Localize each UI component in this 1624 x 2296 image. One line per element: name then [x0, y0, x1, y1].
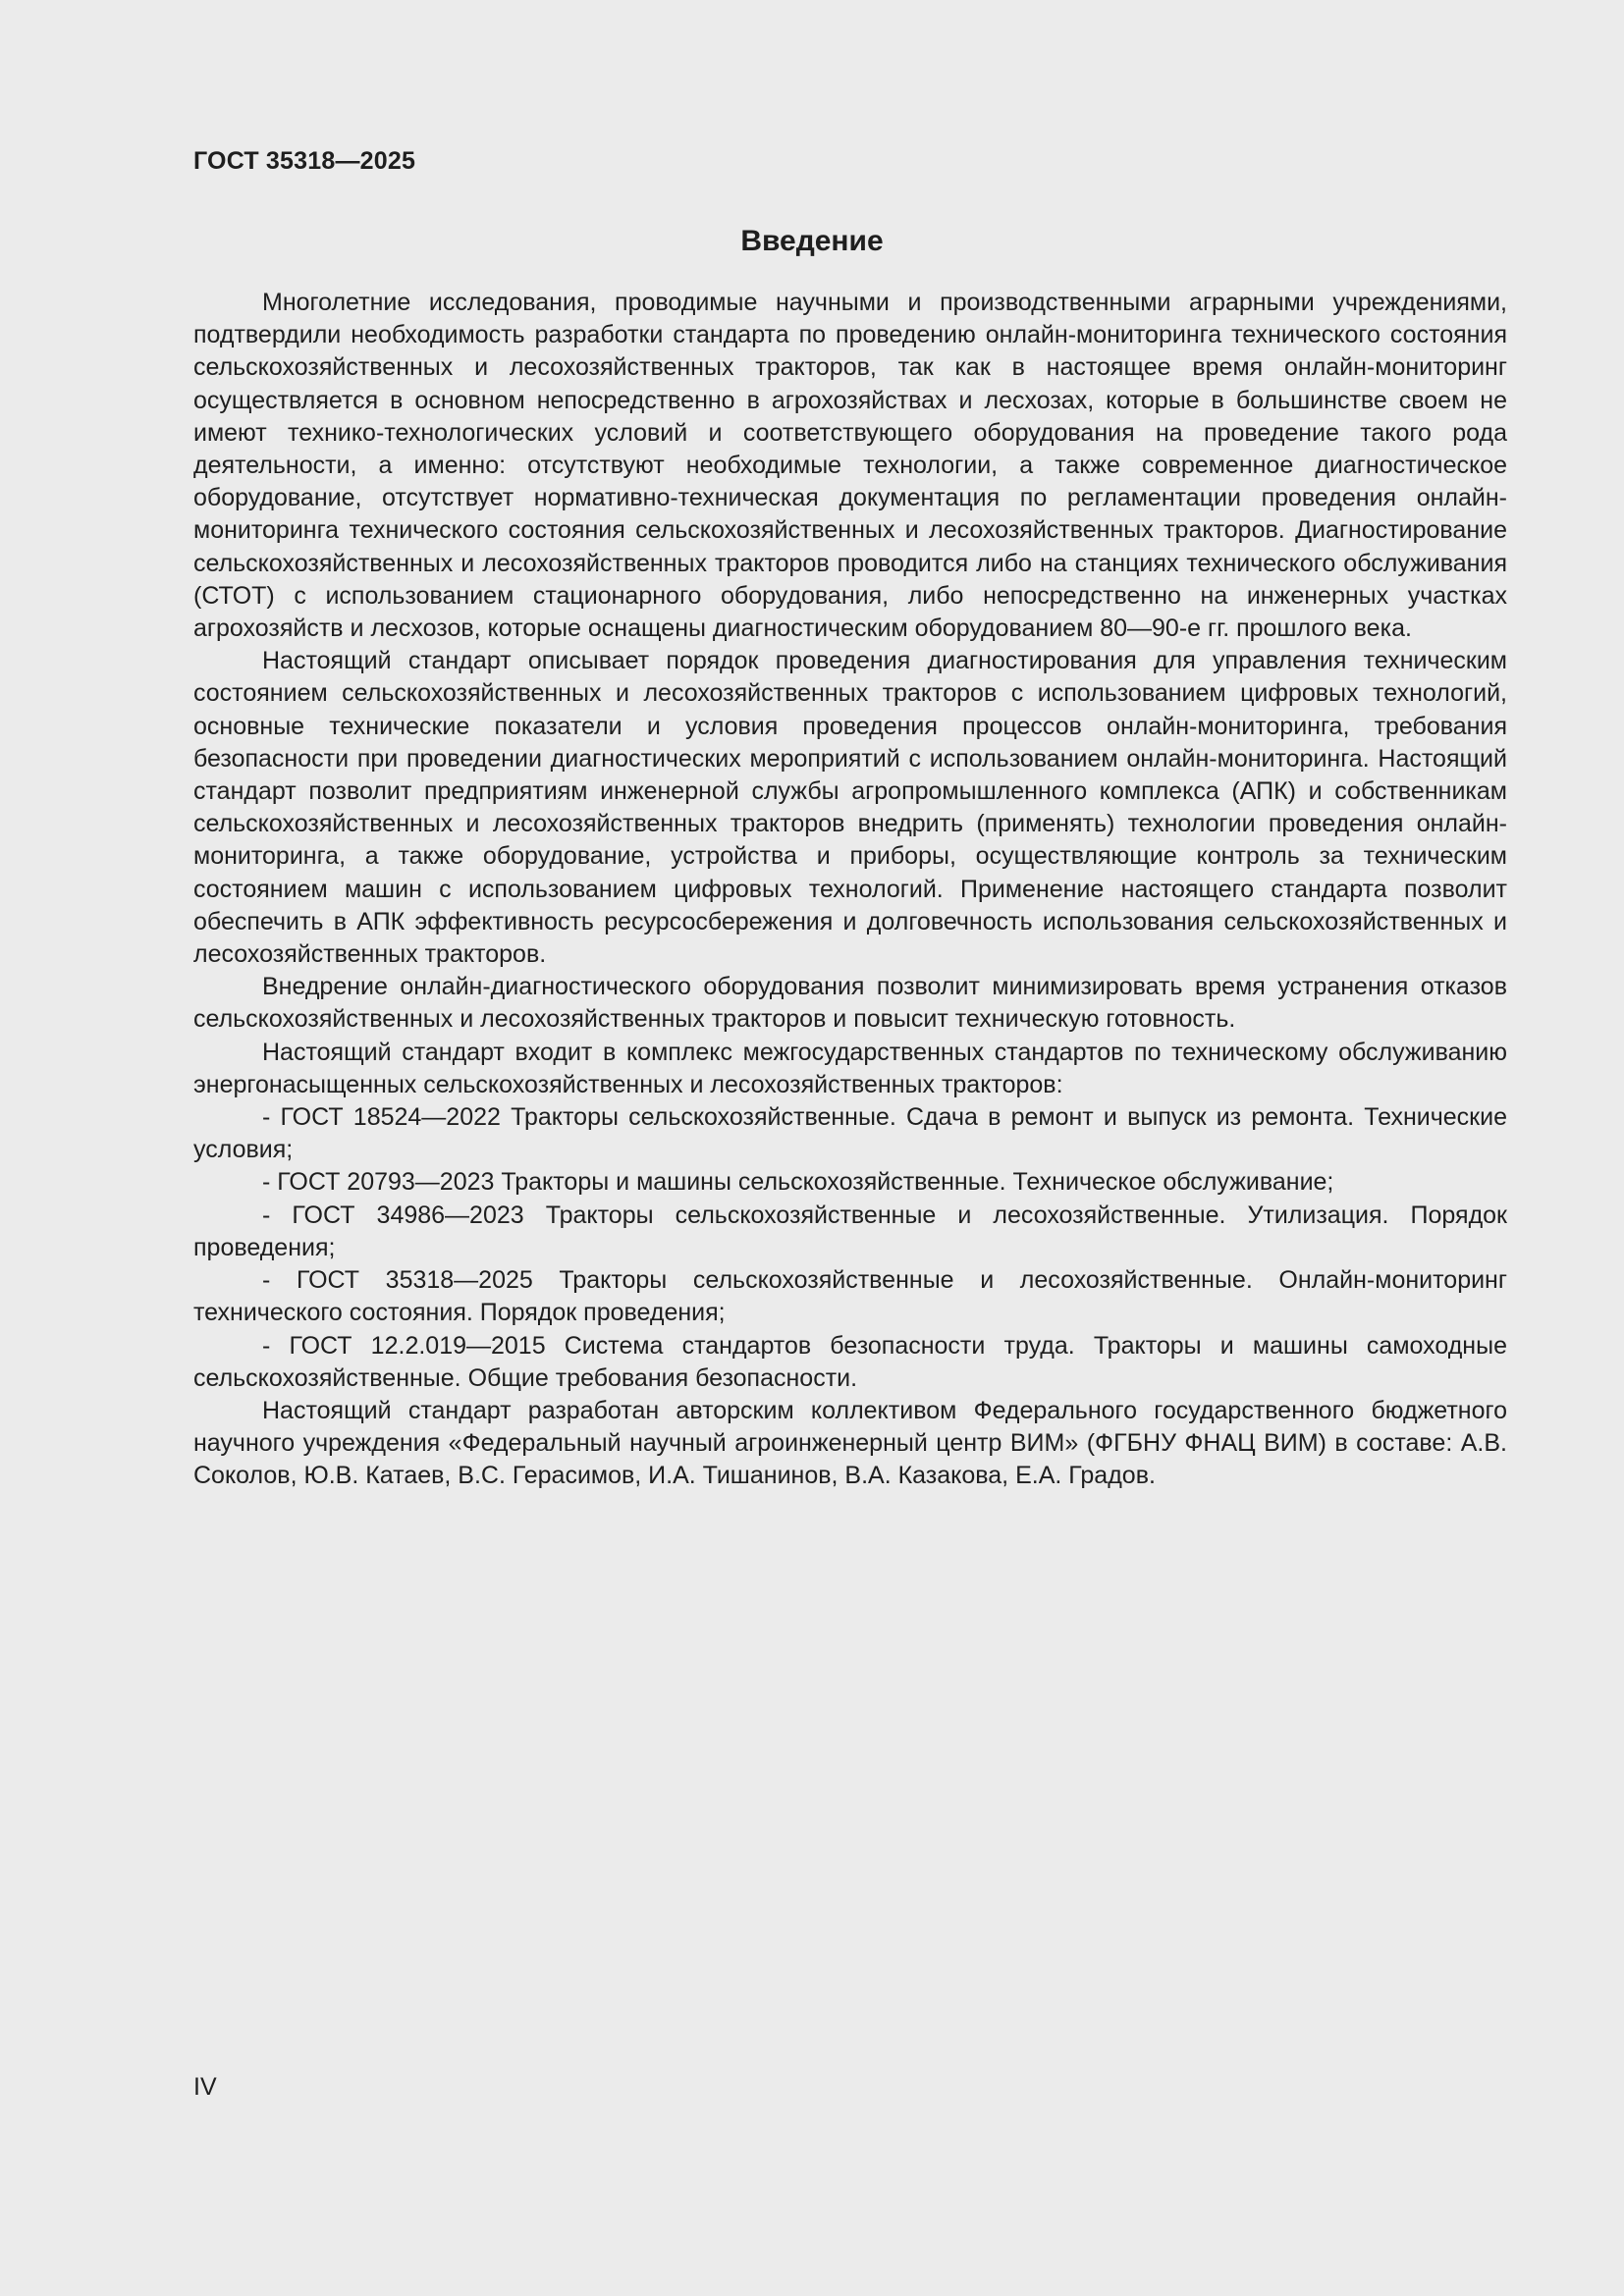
list-item-gost-34986: - ГОСТ 34986—2023 Тракторы сельскохозяйственные и лесохозяйственные. Утилизация. Порядок проведения; — [193, 1201, 1507, 1261]
list-item-gost-12-2-019: - ГОСТ 12.2.019—2015 Система стандартов безопасности труда. Тракторы и машины самоходные сельскохозяйственные. Общие требования безопасности. — [193, 1331, 1507, 1392]
paragraph-background: Многолетние исследования, проводимые научными и производственными аграрными учреждениями, подтвердили необходимость разработки стандарта по проведению онлайн-мониторинга технического состояния сельскохозяйственных и лесохозяйственных тракторов, так как в настоящее время онлайн-мониторинг осуществляется в основном непосредственно в агрохозяйствах и лесхозах, которые в большинстве своем не имеют технико-технологических условий и соответствующего оборудования на проведение такого рода деятельности, а именно: отсутствуют необходимые технологии, а также современное диагностическое оборудование, отсутствует нормативно-техническая документация по регламентации проведения онлайн-мониторинга технического состояния сельскохозяйственных и лесохозяйственных тракторов. Диагностирование сельскохозяйственных и лесохозяйственных тракторов проводится либо на станциях технического обслуживания (СТОТ) с использованием стационарного оборудования, либо непосредственно на инженерных участках агрохозяйств и лесхозов, которые оснащены диагностическим оборудованием 80—90-е гг. прошлого века. — [193, 289, 1507, 643]
document-id-header: ГОСТ 35318—2025 — [193, 147, 416, 175]
introduction-body — [193, 287, 1507, 1493]
list-item-gost-35318: - ГОСТ 35318—2025 Тракторы сельскохозяйственные и лесохозяйственные. Онлайн-мониторинг технического состояния. Порядок проведения; — [193, 1266, 1507, 1327]
paragraph-standards-complex: Настоящий стандарт входит в комплекс межгосударственных стандартов по техническому обслуживанию энергонасыщенных сельскохозяйственных и лесохозяйственных тракторов: — [193, 1038, 1507, 1098]
list-item-gost-18524: - ГОСТ 18524—2022 Тракторы сельскохозяйственные. Сдача в ремонт и выпуск из ремонта. Технические условия; — [193, 1103, 1507, 1164]
paragraph-authors: Настоящий стандарт разработан авторским коллективом Федерального государственного бюджетного научного учреждения «Федеральный научный агроинженерный центр ВИМ» (ФГБНУ ФНАЦ ВИМ) в составе: А.В. Соколов, Ю.В. Катаев, В.С. Герасимов, И.А. Тишанинов, В.А. Казакова, Е.А. Градов. — [193, 1396, 1507, 1490]
page-number: IV — [193, 2073, 217, 2101]
paragraph-benefits: Внедрение онлайн-диагностического оборудования позволит минимизировать время устранения отказов сельскохозяйственных и лесохозяйственных тракторов и повысит техническую готовность. — [193, 973, 1507, 1034]
paragraph-scope: Настоящий стандарт описывает порядок проведения диагностирования для управления техническим состоянием сельскохозяйственных и лесохозяйственных тракторов с использованием цифровых технологий, основные технические показатели и условия проведения процессов онлайн-мониторинга, требования безопасности при проведении диагностических мероприятий с использованием онлайн-мониторинга. Настоящий стандарт позволит предприятиям инженерной службы агропромышленного комплекса (АПК) и собственникам сельскохозяйственных и лесохозяйственных тракторов внедрить (применять) технологии проведения онлайн-мониторинга, а также оборудование, устройства и приборы, осуществляющие контроль за техническим состоянием машин с использованием цифровых технологий. Применение настоящего стандарта позволит обеспечить в АПК эффективность ресурсосбережения и долговечность использования сельскохозяйственных и лесохозяйственных тракторов. — [193, 647, 1507, 969]
list-item-gost-20793: - ГОСТ 20793—2023 Тракторы и машины сельскохозяйственные. Техническое обслуживание; — [262, 1168, 1334, 1197]
section-title: Введение — [740, 225, 884, 257]
